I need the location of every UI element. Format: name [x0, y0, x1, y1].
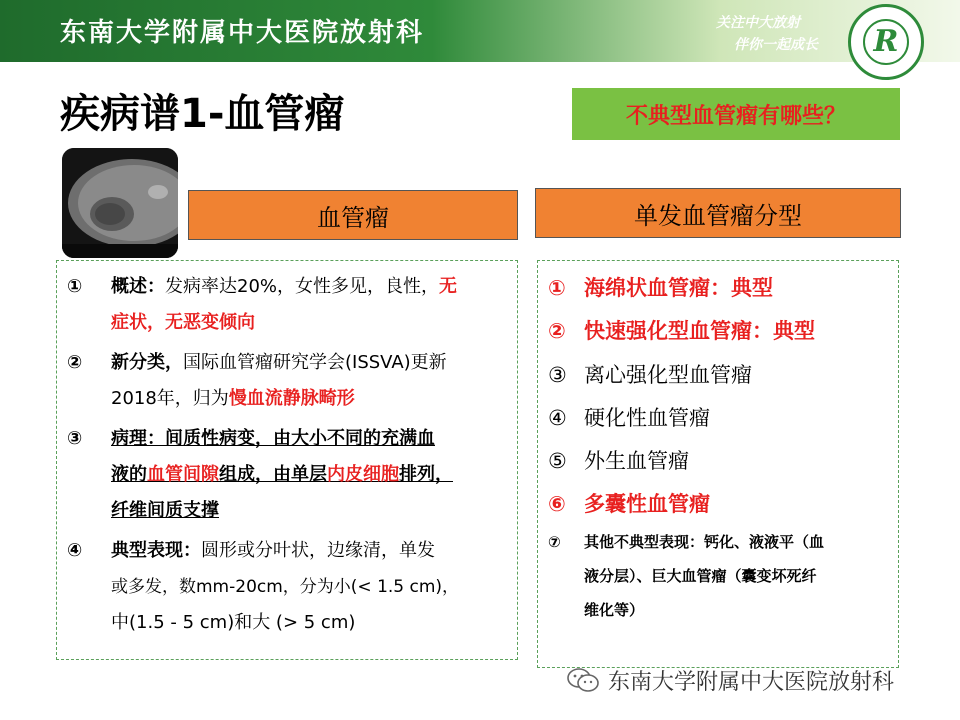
item-text: 国际血管瘤研究学会(ISSVA)更新: [183, 352, 447, 373]
banner-title: 东南大学附属中大医院放射科: [60, 18, 425, 48]
item-number: ④: [548, 406, 567, 430]
item-number: ⑤: [548, 449, 567, 473]
other-text-line: 其他不典型表现：钙化、液液平（血: [584, 533, 825, 551]
type-item: [548, 489, 710, 519]
item-text: 圆形或分叶状，边缘清，单发: [201, 540, 435, 561]
type-text: 硬化性血管瘤: [584, 406, 710, 430]
type-item: [548, 446, 689, 476]
item-label: 概述：: [111, 276, 165, 297]
type-item: [548, 360, 752, 390]
item-label: 新分类，: [111, 352, 183, 373]
item-text: 中(1.5 - 5 cm)和大 (> 5 cm): [111, 612, 356, 633]
item-number: ②: [548, 319, 566, 343]
logo-letter: R: [863, 19, 909, 65]
type-text: 多囊性血管瘤: [584, 492, 710, 516]
type-text: 离心强化型血管瘤: [584, 363, 752, 387]
right-content-panel: [537, 260, 899, 668]
item-text: 2018年，归为: [111, 388, 229, 409]
item-number: ④: [67, 540, 83, 561]
list-item: [67, 421, 511, 529]
left-content-panel: [56, 260, 518, 660]
list-item: [67, 269, 511, 341]
item-highlight: 慢血流静脉畸形: [228, 388, 355, 409]
type-text: 海绵状血管瘤：典型: [584, 276, 773, 300]
ct-scan-image: [62, 148, 178, 258]
item-number: ③: [548, 363, 567, 387]
type-item: [548, 403, 710, 433]
left-section-header: 血管瘤: [188, 190, 518, 240]
type-text: 快速强化型血管瘤：典型: [584, 319, 815, 343]
item-number: ①: [548, 276, 566, 300]
type-item: [548, 273, 773, 303]
item-text: 纤维间质支撑: [111, 500, 219, 521]
question-box: 不典型血管瘤有哪些？: [572, 88, 900, 140]
right-section-header: 单发血管瘤分型: [535, 188, 901, 238]
list-item: [67, 533, 511, 641]
type-item: [548, 316, 815, 346]
item-text: 液的: [111, 464, 147, 485]
page-title: 疾病谱1-血管瘤: [60, 91, 345, 137]
item-number: ②: [67, 352, 83, 373]
item-text: 发病率达20%，女性多见，良性，: [165, 276, 440, 297]
list-item: [67, 345, 511, 417]
item-highlight: 症状，无恶变倾向: [111, 312, 255, 333]
item-highlight: 内皮细胞: [327, 464, 399, 485]
slogan-line-2: 伴你一起成长: [734, 37, 818, 53]
item-number: ③: [67, 428, 83, 449]
watermark: [566, 664, 894, 696]
slogan-line-1: 关注中大放射: [716, 15, 800, 31]
type-text: 外生血管瘤: [584, 449, 689, 473]
item-highlight: 血管间隙: [147, 464, 219, 485]
item-label: 典型表现：: [111, 540, 201, 561]
wechat-icon: [566, 667, 600, 693]
item-number: ⑥: [548, 492, 566, 516]
watermark-text: 东南大学附属中大医院放射科: [608, 669, 895, 695]
other-text-line: 液分层）、巨大血管瘤（囊变坏死纤: [584, 567, 817, 585]
item-label: 病理：: [111, 428, 165, 449]
item-text: 组成，由单层: [219, 464, 327, 485]
item-text: 间质性病变，由大小不同的充满血: [165, 428, 435, 449]
item-text: 排列，: [399, 464, 453, 485]
other-text-line: 维化等）: [584, 601, 645, 619]
hospital-logo: [848, 4, 924, 80]
item-number: ⑦: [548, 533, 561, 551]
item-highlight: 无: [439, 276, 458, 297]
item-text: 或多发，数mm-20cm，分为小(< 1.5 cm)，: [111, 577, 460, 597]
item-number: ①: [67, 276, 83, 297]
